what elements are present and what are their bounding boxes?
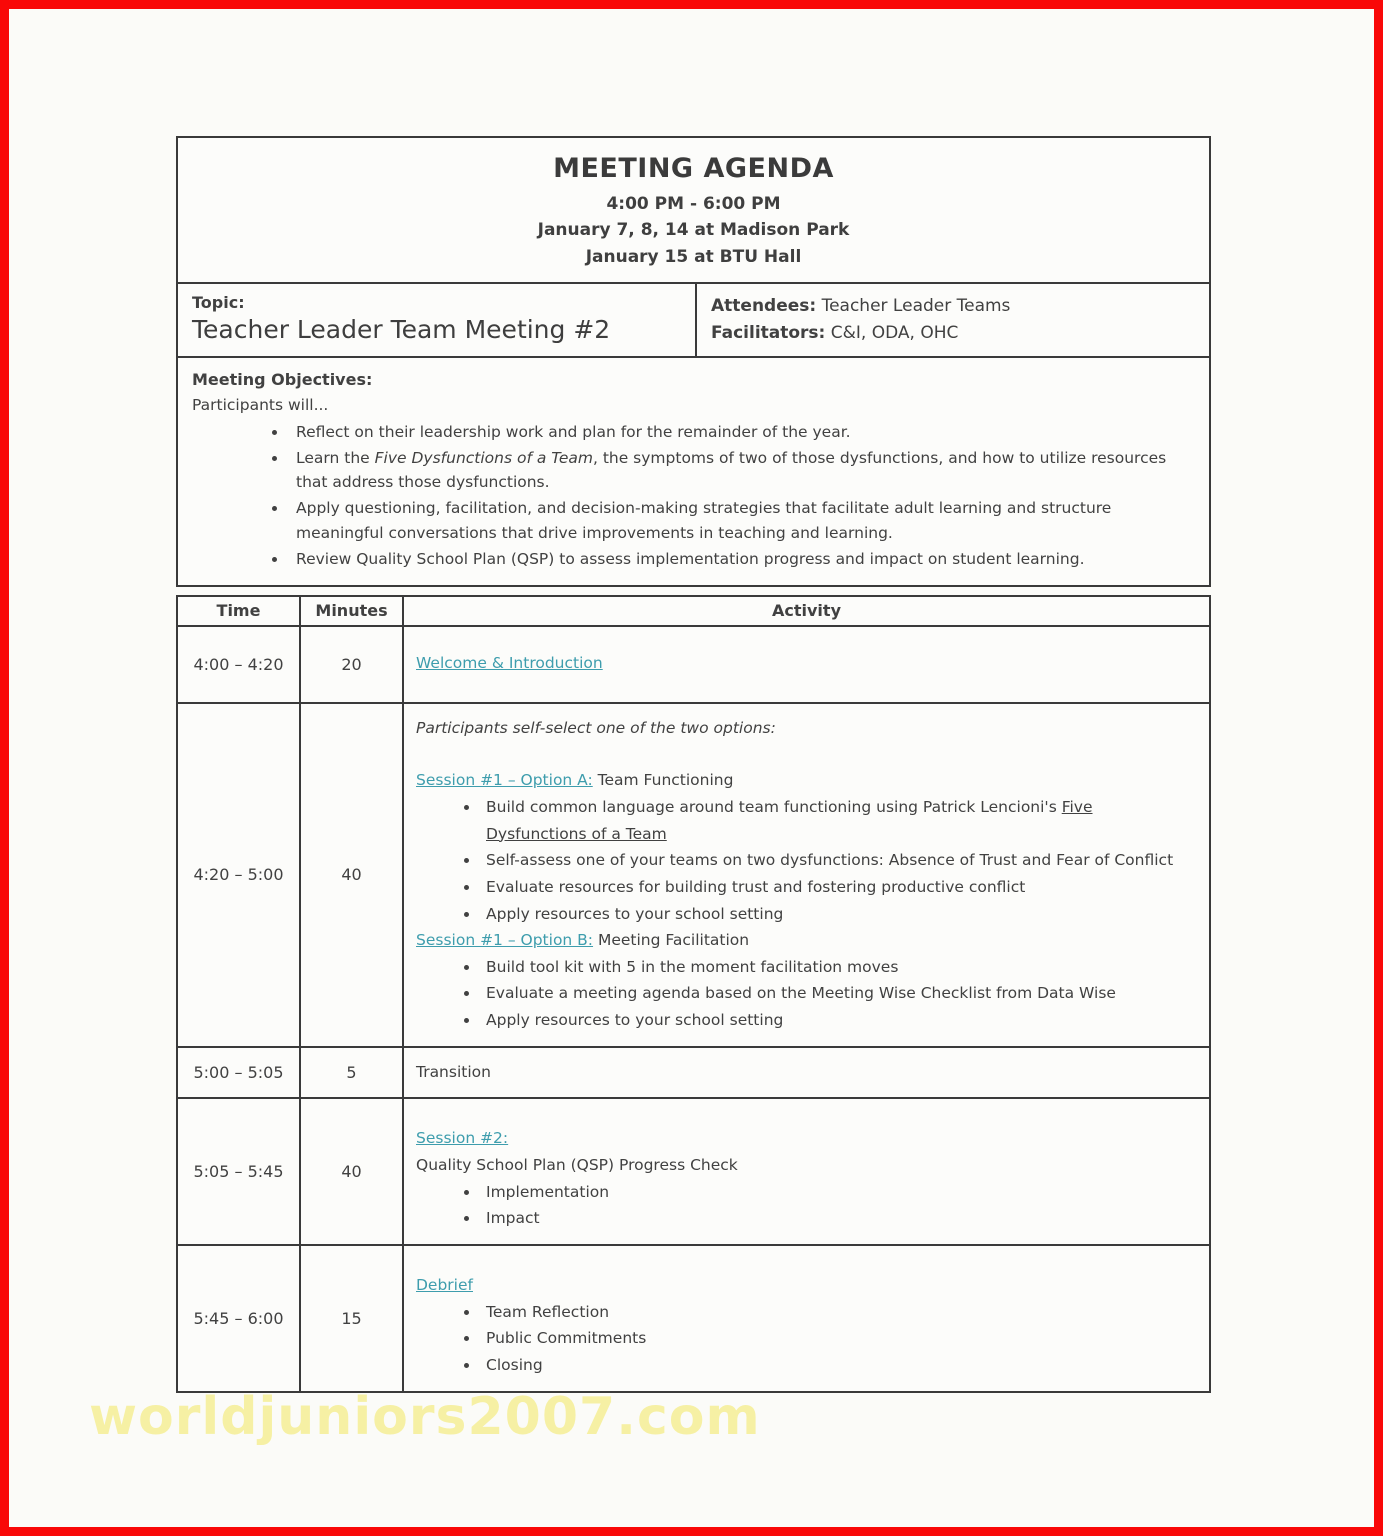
column-header-time: Time [177,596,300,626]
objective-text: Apply questioning, facilitation, and decision-making strategies that facilitate adult learning and structure meaningful conversations that drive improvements in teaching and learning. [296,499,1112,542]
topic-cell [178,284,697,356]
attendees-cell [697,284,1209,356]
objectives-intro: Participants will... [192,396,329,414]
objective-text: Reflect on their leadership work and plan for the remainder of the year. [296,422,851,441]
activity-cell [403,1098,1210,1245]
schedule-row-transition [177,1047,1210,1099]
column-header-activity: Activity [403,596,1210,626]
schedule-row-debrief [177,1245,1210,1392]
document-header [178,138,1209,284]
objectives-heading: Meeting Objectives: [192,370,373,390]
activity-bullet [480,1352,1189,1379]
bullet-text: Closing [486,1356,543,1375]
activity-bullet [480,1205,1189,1232]
objective-item [288,547,1195,572]
objective-text: Review Quality School Plan (QSP) to assess implementation progress and impact on student learning. [296,549,1085,568]
facilitators-label: Facilitators: [711,323,826,344]
bullet-text: Evaluate a meeting agenda based on the Meeting Wise Checklist from Data Wise [486,984,1116,1003]
bullet-text: Build common language around team functioning using Patrick Lencioni's [486,797,1062,816]
schedule-header-row [177,596,1210,626]
attendees-value: Teacher Leader Teams [816,296,1011,317]
bullet-text: Self-assess one of your teams on two dysfunctions: Absence of Trust and Fear of Conflict [486,851,1174,870]
objective-item [288,420,1195,445]
attendees-line [711,293,1195,320]
facilitators-value: C&I, ODA, OHC [825,323,959,344]
objectives-section [178,358,1209,584]
minutes-cell: 15 [300,1245,403,1392]
session-1-option-a-link[interactable]: Session #1 – Option A: [416,771,593,790]
minutes-cell: 40 [300,1098,403,1245]
objective-item [288,496,1195,546]
column-header-minutes: Minutes [300,596,403,626]
objective-text: Learn the [296,448,375,467]
minutes-cell: 20 [300,626,403,703]
session-1-option-a-heading [416,767,1189,794]
activity-cell [403,626,1210,703]
bullet-text: Build tool kit with 5 in the moment facilitation moves [486,957,899,976]
topic-section [178,284,1209,358]
session-1-option-a-title: Team Functioning [592,771,734,790]
attendees-label: Attendees: [711,296,817,317]
time-cell: 5:45 – 6:00 [177,1245,300,1392]
session-2-heading [416,1125,1189,1152]
schedule-table [176,595,1211,1393]
activity-cell [403,703,1210,1047]
schedule-row-session-1 [177,703,1210,1047]
activity-bullet [480,874,1189,901]
activity-bullet [480,1007,1189,1034]
time-cell: 4:00 – 4:20 [177,626,300,703]
activity-bullet [480,954,1189,981]
topic-label: Topic: [192,293,245,313]
agenda-document [176,136,1211,1393]
activity-bullet [480,901,1189,928]
agenda-header-block [176,136,1211,587]
self-select-note: Participants self-select one of the two options: [416,718,776,737]
bullet-text: Apply resources to your school setting [486,1011,784,1030]
bullet-text: Apply resources to your school setting [486,904,784,923]
activity-bullet [480,794,1189,847]
page-title: MEETING AGENDA [553,153,834,184]
session-2-bullets [416,1179,1189,1232]
activity-bullet [480,1325,1189,1352]
topic-value: Teacher Leader Team Meeting #2 [192,315,611,345]
activity-cell: Transition [403,1047,1210,1099]
debrief-heading [416,1272,1189,1299]
session-2-title: Quality School Plan (QSP) Progress Check [416,1156,738,1175]
schedule-row-welcome [177,626,1210,703]
objectives-list [192,420,1195,572]
minutes-cell: 5 [300,1047,403,1099]
time-cell: 5:00 – 5:05 [177,1047,300,1099]
session-2-link[interactable]: Session #2: [416,1129,509,1148]
meeting-date-line-2: January 15 at BTU Hall [585,246,802,267]
time-cell: 5:05 – 5:45 [177,1098,300,1245]
session-1-option-b-title: Meeting Facilitation [593,931,750,950]
objective-item [288,446,1195,496]
option-b-bullets [416,954,1189,1034]
activity-bullet [480,980,1189,1007]
meeting-time-range: 4:00 PM - 6:00 PM [606,194,781,214]
bullet-text: Public Commitments [486,1329,647,1348]
time-cell: 4:20 – 5:00 [177,703,300,1047]
bullet-text: Implementation [486,1182,610,1201]
option-a-bullets [416,794,1189,927]
schedule-row-session-2 [177,1098,1210,1245]
facilitators-line [711,320,1195,347]
objective-text: , the symptoms of two of those dysfunctions, and how to utilize resources that address those dysfunctions. [296,448,1167,492]
minutes-cell: 40 [300,703,403,1047]
bullet-text: Team Reflection [486,1302,610,1321]
bullet-text: Evaluate resources for building trust and fostering productive conflict [486,877,1026,896]
debrief-bullets [416,1299,1189,1379]
activity-bullet [480,1179,1189,1206]
activity-bullet [480,1299,1189,1326]
objective-text-italic: Five Dysfunctions of a Team [374,448,593,467]
meeting-date-line-1: January 7, 8, 14 at Madison Park [537,220,850,241]
bullet-text-underlined: Five Dysfunctions of a Team [486,797,1093,843]
welcome-introduction-link[interactable]: Welcome & Introduction [416,654,603,673]
activity-bullet [480,847,1189,874]
activity-cell [403,1245,1210,1392]
debrief-link[interactable]: Debrief [416,1276,473,1295]
session-1-option-b-link[interactable]: Session #1 – Option B: [416,931,594,950]
bullet-text: Impact [486,1209,540,1228]
watermark: worldjuniors2007.com [89,1387,761,1447]
session-1-option-b-heading [416,927,1189,954]
